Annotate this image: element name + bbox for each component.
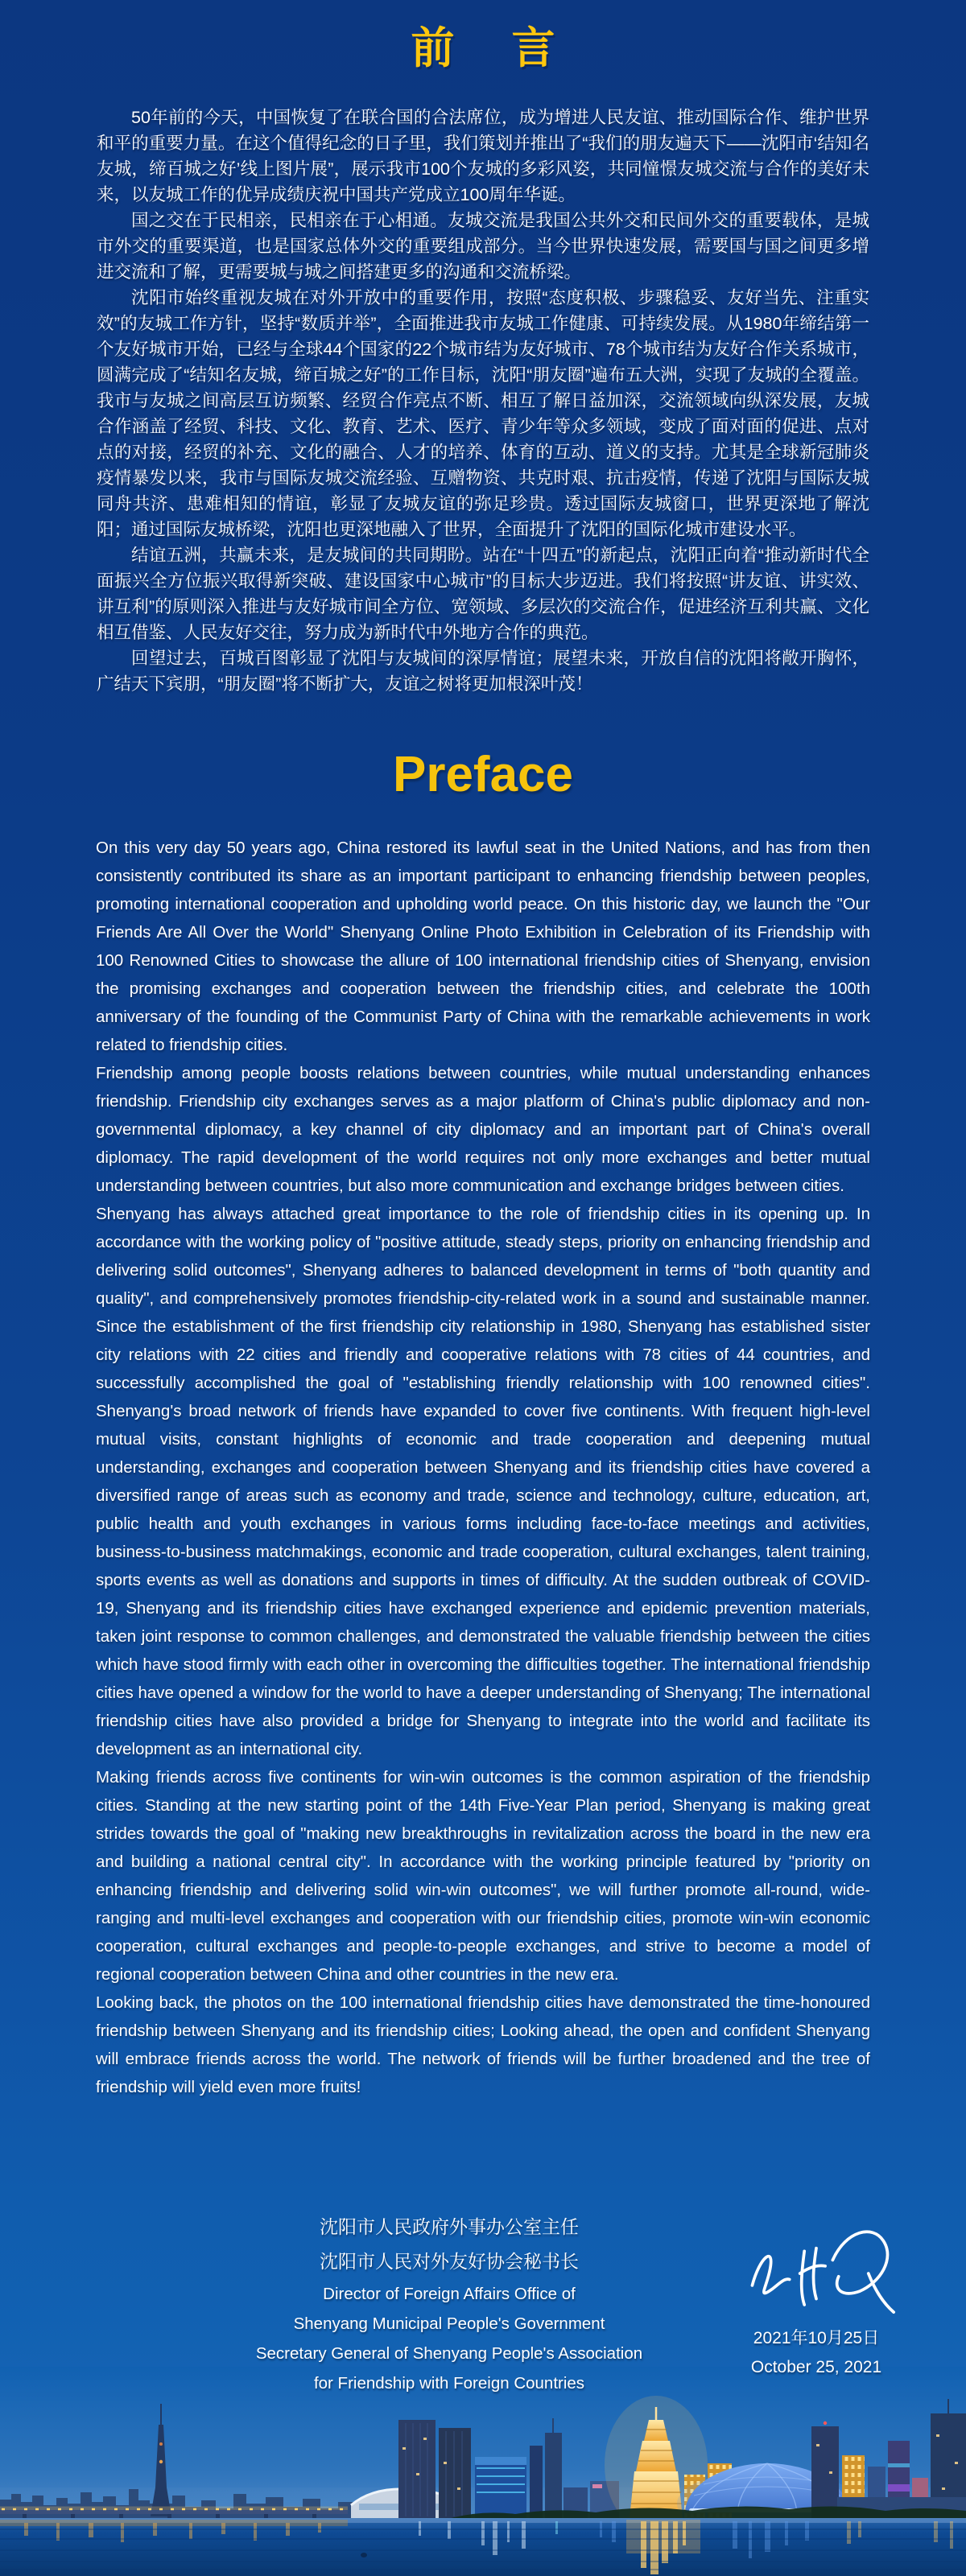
page-title-en: Preface	[392, 747, 574, 802]
date-zh: 2021年10月25日	[753, 2329, 880, 2347]
handwritten-signature	[724, 2205, 908, 2324]
chinese-preface-text	[97, 105, 869, 697]
page-title-zh: 前 言	[411, 24, 578, 72]
zh-paragraph-5: 回望过去，百城百图彰显了沈阳与友城间的深厚情谊；展望未来，开放自信的沈阳将敞开胸怀，广结天下宾朋，“朋友圈”将不断扩大，友谊之树将更加根深叶茂！	[97, 649, 869, 694]
en-paragraph-2: Friendship among people boosts relations between countries, while mutual understanding enhances friendship. Friendship city exchanges serves as a major platform of China's public diplomacy and non-governmental diplomacy, a key channel of city diplomacy and an important part of China's overall diplomacy. The rapid development of the world requires not only more exchanges and better mutual understanding between countries, but also more communication and exchange bridges between cities.	[96, 1064, 870, 1195]
content	[0, 24, 966, 2101]
date-en: October 25, 2021	[750, 2358, 882, 2376]
zh-paragraph-2: 国之交在于民相亲，民相亲在于心相通。友城交流是我国公共外交和民间外交的重要载体，是城市外交的重要渠道，也是国家总体外交的重要组成部分。当今世界快速发展，需要国与国之间更多增进交流和了解，更需要城与城之间搭建更多的沟通和交流桥梁。	[97, 211, 869, 282]
signature-block	[0, 2210, 966, 2398]
signer-title-en-4: for Friendship with Foreign Countries	[313, 2374, 585, 2393]
signer-title-zh-2: 沈阳市人民对外友好协会秘书长	[320, 2251, 579, 2272]
en-paragraph-5: Looking back, the photos on the 100 international friendship cities have demonstrated the time-honoured friendship between Shenyang and its friendship cities; Looking ahead, the open and confident Shenyang will embrace friends across the world. The network of friends will be further broadened and the tree of friendship will yield even more fruits!	[96, 1993, 870, 2096]
signer-title-en-2: Shenyang Municipal People's Government	[293, 2314, 605, 2333]
en-paragraph-4: Making friends across five continents for win-win outcomes is the common aspiration of the friendship cities. Standing at the new starting point of the 14th Five-Year Plan period, Shenyang is making great strides towards the goal of "making new breakthroughs in revitalization across the board in the new era and building a national central city". In accordance with the working principle featured by "priority on enhancing friendship and delivering solid win-win outcomes", we will further promote all-round, wide-ranging and multi-level exchanges and cooperation with our friendship cities, promote win-win economic cooperation, cultural exchanges and people-to-people exchanges, and strive to become a model of regional cooperation between China and other countries in the new era.	[96, 1768, 870, 1984]
signer-title-en-1: Director of Foreign Affairs Office of	[323, 2285, 576, 2303]
zh-paragraph-3: 沈阳市始终重视友城在对外开放中的重要作用，按照“态度积极、步骤稳妥、友好当先、注重实效”的友城工作方针，坚持“数质并举”，全面推进我市友城工作健康、可持续发展。从1980年缔结第一个友好城市开始，已经与全球44个国家的22个城市结为友好城市、78个城市结为友好合作关系城市，圆满完成了“结知名友城，缔百城之好”的工作目标，沈阳“朋友圈”遍布五大洲，实现了友城的全覆盖。我市与友城之间高层互访频繁、经贸合作亮点不断、相互了解日益加深，交流领域向纵深发展，友城合作涵盖了经贸、科技、文化、教育、艺术、医疗、青少年等众多领域，变成了面对面的促进、点对点的对接，经贸的补充、文化的融合、人才的培养、体育的互动、道义的支持。尤其是全球新冠肺炎疫情暴发以来，我市与国际友城交流经验、互赠物资、共克时艰、抗击疫情，传递了沈阳与国际友城同舟共济、患难相知的情谊，彰显了友城友谊的弥足珍贵。透过国际友城窗口，世界更深地了解沈阳；通过国际友城桥梁，沈阳也更深地融入了世界，全面提升了沈阳的国际化城市建设水平。	[97, 288, 869, 539]
en-paragraph-1: On this very day 50 years ago, China restored its lawful seat in the United Nations, and has from then consistently contributed its share as an important participant to enhancing friendship between peoples, promoting international cooperation and upholding world peace. On this historic day, we launch the "Our Friends Are All Over the World" Shenyang Online Photo Exhibition in Celebration of its Friendship with 100 Renowned Cities to showcase the allure of 100 international friendship cities of Shenyang, envision the promising exchanges and cooperation between the friendship cities, and celebrate the 100th anniversary of the founding of the Communist Party of China with the remarkable achievements in work related to friendship cities.	[96, 839, 870, 1054]
signer-title-zh-1: 沈阳市人民政府外事办公室主任	[320, 2216, 579, 2237]
signer-title-en-3: Secretary General of Shenyang People's Association	[255, 2344, 643, 2363]
en-paragraph-3: Shenyang has always attached great importance to the role of friendship cities in its opening up. In accordance with the working policy of "positive attitude, steady steps, priority on enhancing friendship and delivering solid outcomes", Shenyang adheres to balanced development in terms of "both quantity and quality", and comprehensively promotes friendship-city-related work in a sound and sustainable manner. Since the establishment of the first friendship city relationship in 1980, Shenyang has established sister city relations with 22 cities and friendly and cooperative relations with 78 cities of 44 countries, and successfully accomplished the goal of "establishing friendly relationship with 100 renowned cities". Shenyang's broad network of friends have expanded to cover five continents. With frequent high-level mutual visits, constant highlights of economic and trade cooperation and deepening mutual understanding, exchanges and cooperation between Shenyang and its friendship cities have covered a diversified range of areas such as economy and trade, science and technology, culture, education, art, public health and youth exchanges in various forms including face-to-face meetings and activities, business-to-business matchmakings, economic and trade cooperation, cultural exchanges, talent training, sports events as well as donations and supports in times of difficulty. At the sudden outbreak of COVID-19, Shenyang and its friendship cities have exchanged experience and epidemic prevention materials, taken joint response to common challenges, and demonstrated the valuable friendship between the cities which have stood firmly with each other in overcoming the difficulties together. The international friendship cities have opened a window for the world to have a deeper understanding of Shenyang; The international friendship cities have also provided a bridge for Shenyang to integrate into the world and facilitate its development as an international city.	[96, 1205, 870, 1758]
zh-paragraph-4: 结谊五洲，共赢未来，是友城间的共同期盼。站在“十四五”的新起点，沈阳正向着“推动新时代全面振兴全方位振兴取得新突破、建设国家中心城市”的目标大步迈进。我们将按照“讲友谊、讲实效、讲互利”的原则深入推进与友好城市间全方位、宽领域、多层次的交流合作，促进经济互利共赢、文化相互借鉴、人民友好交往，努力成为新时代中外地方合作的典范。	[97, 546, 869, 642]
english-preface-text	[96, 834, 870, 2101]
signature-and-date	[696, 2210, 937, 2398]
city-skyline-photo	[0, 2367, 966, 2576]
signer-titles	[208, 2210, 691, 2398]
zh-paragraph-1: 50年前的今天，中国恢复了在联合国的合法席位，成为增进人民友谊、推动国际合作、维护世界和平的重要力量。在这个值得纪念的日子里，我们策划并推出了“我们的朋友遍天下——沈阳市‘结知名友城，缔百城之好’线上图片展”，展示我市100个友城的多彩风姿，共同憧憬友城交流与合作的美好未来，以友城工作的优异成绩庆祝中国共产党成立100周年华诞。	[97, 108, 869, 204]
